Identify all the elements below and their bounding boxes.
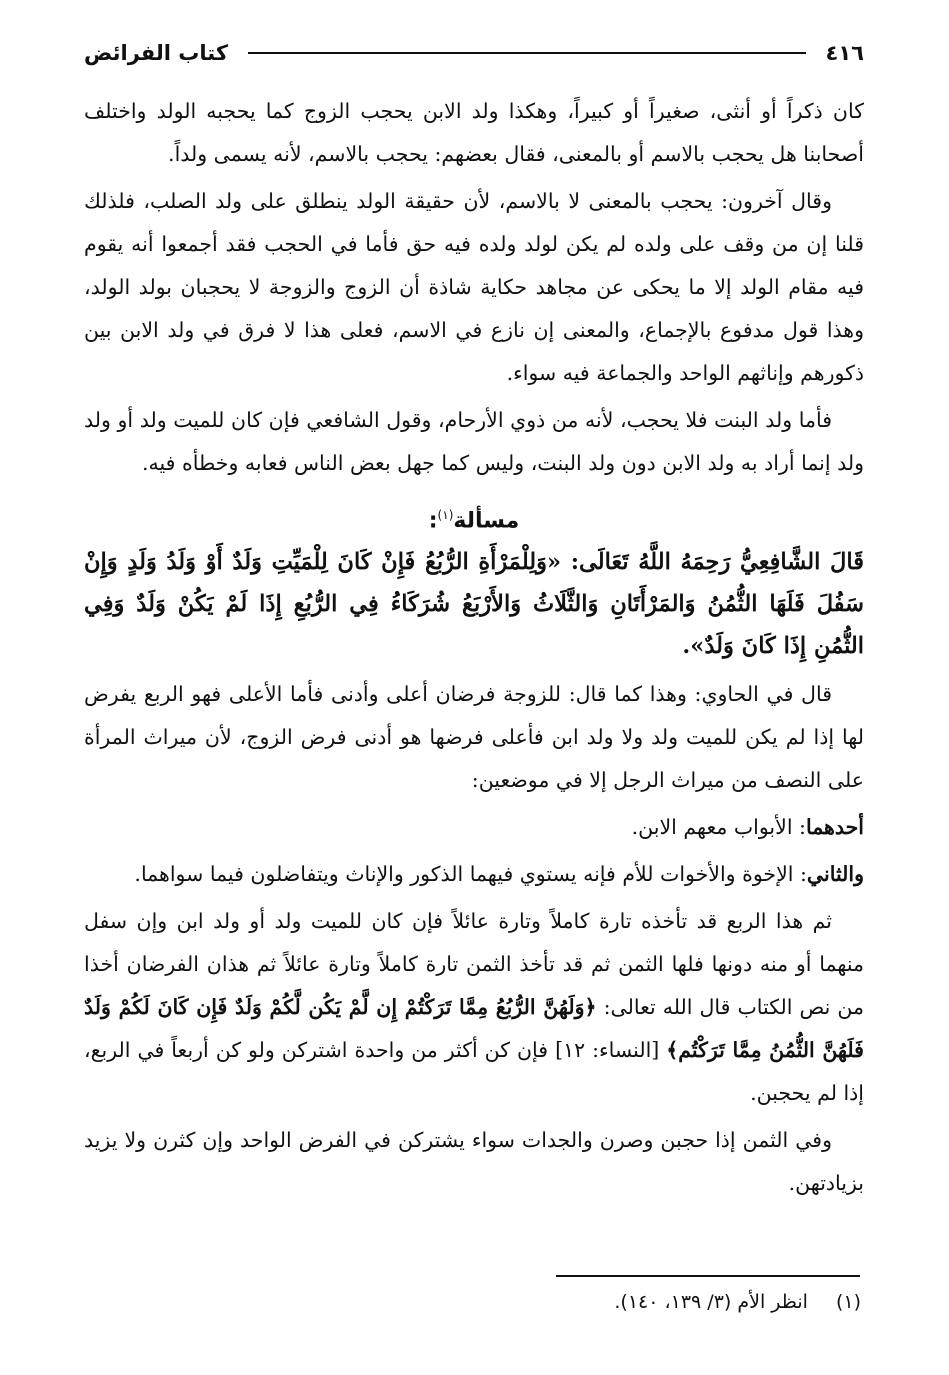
second-case-text: : الإخوة والأخوات للأم فإنه يستوي فيهما الذكور والإناث ويتفاضلون فيما سواهما. (134, 862, 807, 887)
rubu-tail: فإن كن أكثر من واحدة اشتركن ولو كن أربعاً في الربع، إذا لم يحجبن. (84, 1038, 864, 1106)
second-case-label: والثاني (806, 862, 864, 887)
masala-colon: : (428, 508, 438, 534)
header-rule (248, 52, 805, 54)
footnote-rule (556, 1275, 860, 1277)
footnote-reference: (١) (437, 508, 454, 522)
first-case-label: أحدهما (805, 815, 864, 840)
shafii-quote: قَالَ الشَّافِعِيُّ رَحِمَهُ اللَّهُ تَعَالَى: «وَلِلْمَرْأَةِ الرُّبُعُ فَإِنْ كَانَ لِلْمَيِّتِ وَلَدٌ أَوْ وَلَدُ وَلَدٍ وَإِنْ سَفُلَ فَلَهَا الثُّمُنُ وَالمَرْأَتَانِ وَالثَّلَاثُ وَالأَرْبَعُ شُرَكَاءُ فِي الرُّبُعِ إِذَا لَمْ يَكُنْ وَلَدٌ وَفِي الثُّمُنِ إِذَا كَانَ وَلَدٌ». (84, 549, 865, 660)
commentary-intro: قال في الحاوي: وهذا كما قال: للزوجة فرضان أعلى وأدنى فأما الأعلى فهو الربع يفرض لها إذا لم يكن للميت ولد ولا ولد ابن فأعلى فرضها هو أدنى فرض الزوج، لأن ميراث المرأة على النصف من ميراث الرجل إلا في موضعين: (84, 682, 864, 793)
book-title: كتاب الفرائض (84, 41, 229, 65)
document-page (84, 36, 864, 1209)
rubu-paragraph (84, 900, 864, 1115)
quran-verse: ﴿وَلَهُنَّ الرُّبُعُ مِمَّا تَرَكْتُمْ إِن لَّمْ يَكُن لَّكُمْ وَلَدٌ فَإِن كَانَ لَكُمْ وَلَدٌ فَلَهُنَّ الثُّمُنُ مِمَّا تَرَكْتُم﴾ (84, 995, 864, 1063)
masala-title: مسألة (453, 508, 520, 534)
footnote (614, 1284, 861, 1320)
paragraph-2: وقال آخرون: يحجب بالمعنى لا بالاسم، لأن حقيقة الولد ينطلق على ولد الصلب، فلذلك قلنا إن من وقف على ولده لم يكن لولد ولده فيه حق فأما في الحجب فقد أجمعوا أنه يقوم فيه مقام الولد إلا ما يحكى عن مجاهد حكاية شاذة أن الزوج والزوجة لا يحجبان بولد الولد، وهذا قول مدفوع بالإجماع، والمعنى إن نازع في الاسم، فعلى هذا لا فرق في ولد الابن بين ذكورهم وإناثهم الواحد والجماعة فيه سواء. (84, 189, 864, 385)
thumun-paragraph: وفي الثمن إذا حجبن وصرن والجدات سواء يشتركن في الفرض الواحد وإن كثرن ولا يزيد بزيادتهن. (84, 1128, 864, 1196)
paragraph-1: كان ذكراً أو أنثى، صغيراً أو كبيراً، وهكذا ولد الابن يحجب الزوج كما يحجبه الولد واختلف أصحابنا هل يحجب بالاسم أو بالمعنى، فقال بعضهم: يحجب بالاسم، لأنه يسمى ولداً. (84, 99, 864, 166)
main-text (84, 90, 864, 1205)
first-case (84, 806, 864, 849)
verse-reference: [النساء: ١٢] (555, 1038, 660, 1063)
page-number: ٤١٦ (825, 41, 864, 65)
footnote-text: انظر الأم (٣/ ١٣٩، ١٤٠). (614, 1291, 808, 1313)
footnote-number: (١) (835, 1291, 861, 1313)
masala-heading (84, 495, 864, 541)
first-case-text: : الأبواب معهم الابن. (631, 815, 806, 840)
page-header (84, 36, 864, 70)
paragraph-3: فأما ولد البنت فلا يحجب، لأنه من ذوي الأرحام، وقول الشافعي فإن كان للميت ولد أو ولد ولد إنما أراد به ولد الابن دون ولد البنت، وليس كما جهل بعض الناس فعابه وخطأه فيه. (84, 408, 864, 475)
second-case (84, 853, 864, 896)
rubu-text: ثم هذا الربع قد تأخذه تارة كاملاً وتارة عائلاً فإن كان للميت ولد أو ولد ابن وإن سفل منهما أو منه دونها فلها الثمن ثم قد تأخذ الثمن تارة كاملاً وتارة عائلاً ثم هذان الفرضان أخذا من نص الكتاب قال الله تعالى: (84, 909, 864, 1020)
